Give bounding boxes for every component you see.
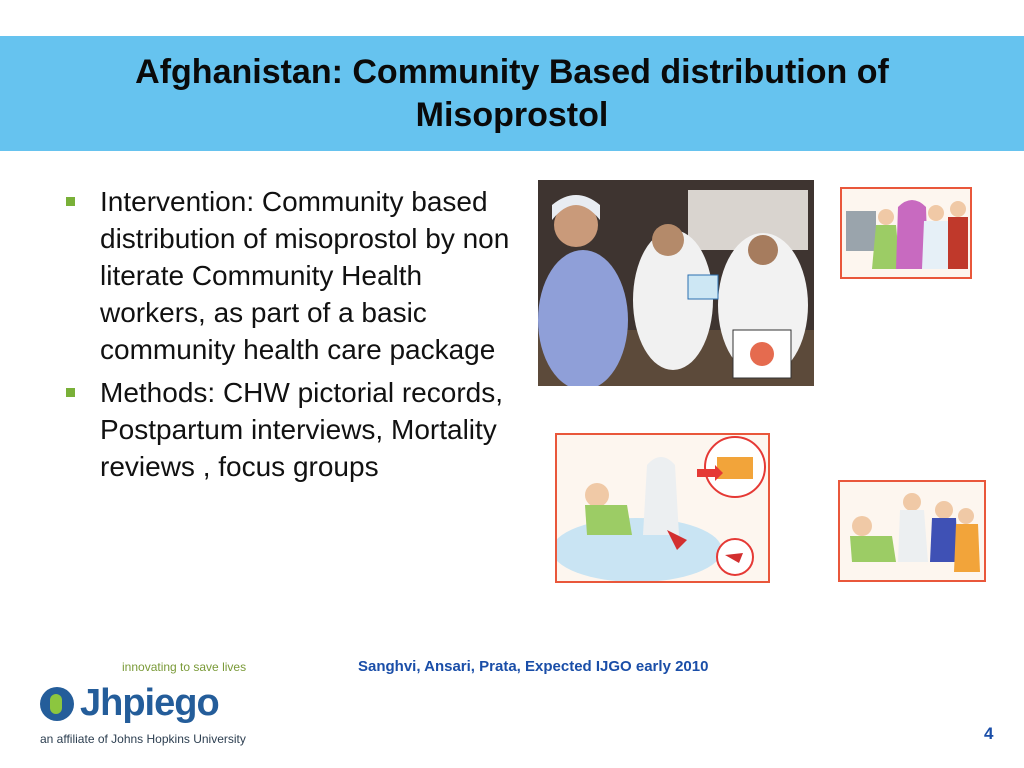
community-health-worker-photo: [538, 180, 814, 386]
jhpiego-mark-icon: [40, 687, 74, 721]
bullet-text: Intervention: Community based distribution of misoprostol by non literate Community Health workers, as part of a basic community health care package: [100, 186, 510, 365]
bullet-list: [60, 183, 510, 491]
page-number: 4: [984, 724, 994, 743]
slide-title: Afghanistan: Community Based distribution of Misoprostol: [135, 52, 889, 134]
logo-tagline: innovating to save lives: [122, 660, 247, 674]
bullet-marker-icon: [66, 197, 75, 206]
bullet-methods: [60, 374, 510, 485]
postpartum-illustration: [555, 433, 770, 583]
bullet-intervention: [60, 183, 510, 368]
tablet-distribution-illustration: [838, 480, 986, 582]
chw-visit-illustration: [840, 187, 972, 279]
logo-affiliate: an affiliate of Johns Hopkins University: [40, 732, 246, 746]
citation: Sanghvi, Ansari, Prata, Expected IJGO early 2010: [358, 658, 709, 675]
bullet-text: Methods: CHW pictorial records, Postpartum interviews, Mortality reviews , focus groups: [100, 377, 504, 482]
title-band: [0, 36, 1024, 151]
logo-wordmark: Jhpiego: [80, 682, 219, 724]
logo-row: [40, 682, 219, 725]
jhpiego-logo: [40, 660, 260, 750]
bullet-marker-icon: [66, 388, 75, 397]
